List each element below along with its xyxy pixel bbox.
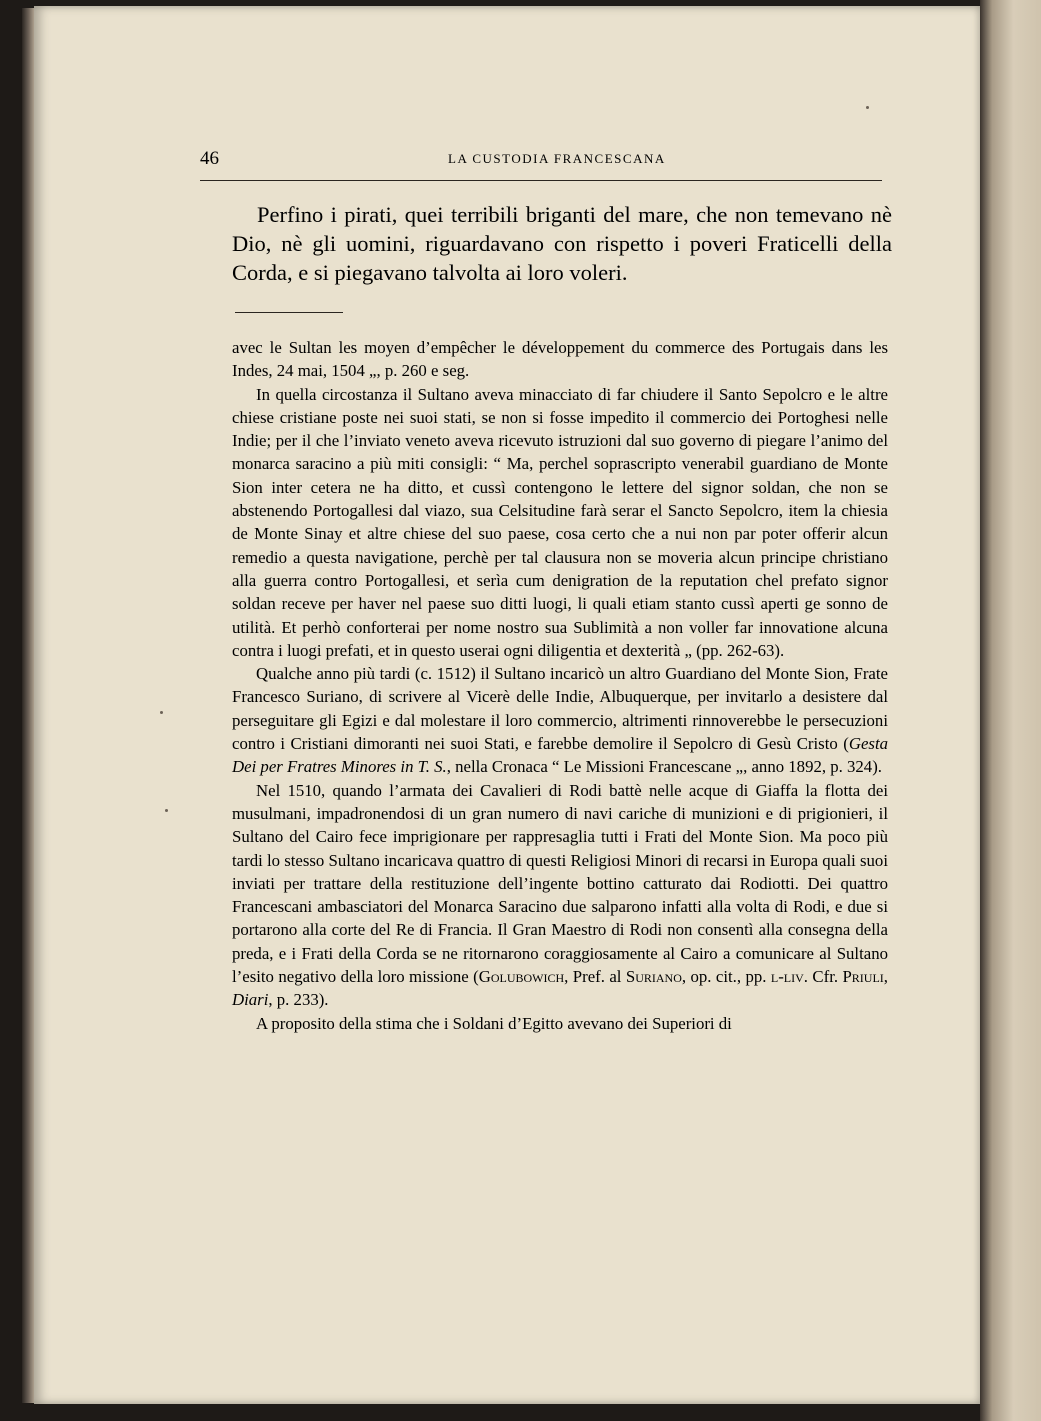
- text-run: , op. cit., pp.: [681, 967, 771, 987]
- header-rule: [200, 180, 882, 181]
- author-name: Priuli: [842, 967, 884, 987]
- text-run: , Pref. al: [564, 967, 626, 987]
- adjacent-page-edge: [980, 0, 1041, 1421]
- roman-numeral: l-liv: [770, 967, 804, 987]
- footnote-paragraph: [232, 779, 888, 1012]
- footnote-paragraph: [232, 662, 888, 778]
- paper-speck: [165, 809, 168, 812]
- italic-title: Gesta Dei per Fratres Minores in T. S.: [232, 734, 888, 777]
- footnote-paragraph: In quella circostanza il Sultano aveva minacciato di far chiudere il Santo Sepolcro e le altre chiese cristiane poste nei suoi stati, se non si fosse impedito il commercio dei Portoghesi nelle Indie; per il che l’inviato veneto aveva ricevuto istruzioni dal suo governo di piegare l’animo del monarca saracino a più miti consigli: “ Ma, perchel soprascripto venerabil guardiano de Monte Sion inter cetera ne ha ditto, et cussì contengono le lettere del signor soldan, che non se abstenendo Portogallesi dal viazo, sua Celsitudine farà serar el Sancto Sepolcro, item la chiesia de Monte Sinay et altre chiese del suo paese, cosa certo che a nui non par poter offerir alcun remedio a questa navigatione, perchè per tal clausura non se moveria alcun principe christiano alla guerra contro Portogallesi, et serìa cum denigration de la reputation chel prefato signor soldan receve per haver nel paese suo ditti luogi, li quali etiam stanto cussì aperti ge sonno de utilità. Et perhò conforterai per nome nostro sua Sublimità a non voller far innovatione alcuna contra i luogi prefati, et in questo userai ogni diligentia et dexterità „ (pp. 262-63).: [232, 384, 888, 660]
- text-run: Qualche anno più tardi (c. 1512) il Sultano incaricò un altro Guardiano del Monte Sion, Frate Francesco Suriano, di scrivere al Vicerè delle Indie, Albuquerque, per invitarlo a desistere dal perseguitare gli Egizi e dal molestare il loro commercio, altrimenti rinnoverebbe le persecuzioni contro i Cristiani dimoranti nei suoi Stati, e farebbe demolire il Sepolcro di Gesù Cristo (: [232, 664, 888, 754]
- text-run: Nel 1510, quando l’armata dei Cavalieri di Rodi battè nelle acque di Giaffa la flotta dei musulmani, impadronendosi di un gran numero di navi cariche di munizioni e di prigionieri, il Sultano del Cairo fece imprigionare per rappresaglia tutti i Frati del Monte Sion. Ma poco più tardi lo stesso Sultano incaricava quattro di questi Religiosi Minori di recarsi in Europa quali suoi inviati per trattare della restituzione dell’ingente bottino catturato dai Rodiotti. Dei quattro Francescani ambasciatori del Monarca Saracino due salparono infatti alla volta di Rodi, e due si portarono alla corte del Re di Francia. Il Gran Maestro di Rodi non consentì alla consegna della preda, e i Frati della Corda se ne ritornarono coraggiosamente al Cairo a comunicare al Sultano l’esito negativo della loro missione (: [232, 780, 888, 987]
- main-text: [232, 200, 892, 287]
- paper-speck: [160, 711, 163, 714]
- text-run: ,: [883, 967, 888, 987]
- running-title: LA CUSTODIA FRANCESCANA: [448, 151, 666, 166]
- main-paragraph: Perfino i pirati, quei terribili briganti del mare, che non temevano nè Dio, nè gli uomini, riguardavano con rispetto i poveri Fraticelli della Corda, e si piegavano talvolta ai loro voleri.: [232, 202, 892, 285]
- footnote-paragraph: avec le Sultan les moyen d’empêcher le développement du commerce des Portugais dans les Indes, 24 mai, 1504 „, p. 260 e seg.: [232, 338, 888, 381]
- text-run: , p. 233).: [268, 990, 329, 1010]
- footnote-paragraph: A proposito della stima che i Soldani d’Egitto avevano dei Superiori di: [256, 1013, 732, 1033]
- paper-speck: [866, 106, 869, 109]
- page-number: 46: [200, 148, 219, 169]
- footnote-rule: [235, 312, 343, 313]
- text-run: . Cfr.: [803, 967, 843, 987]
- text-run: , nella Cronaca “ Le Missioni Francescane „, anno 1892, p. 324).: [446, 757, 882, 777]
- running-header: [200, 148, 882, 174]
- author-name: Suriano: [625, 967, 682, 987]
- footnote-block: [232, 336, 888, 1035]
- author-name: Golubowich: [478, 967, 565, 987]
- italic-title: Diari: [232, 990, 269, 1010]
